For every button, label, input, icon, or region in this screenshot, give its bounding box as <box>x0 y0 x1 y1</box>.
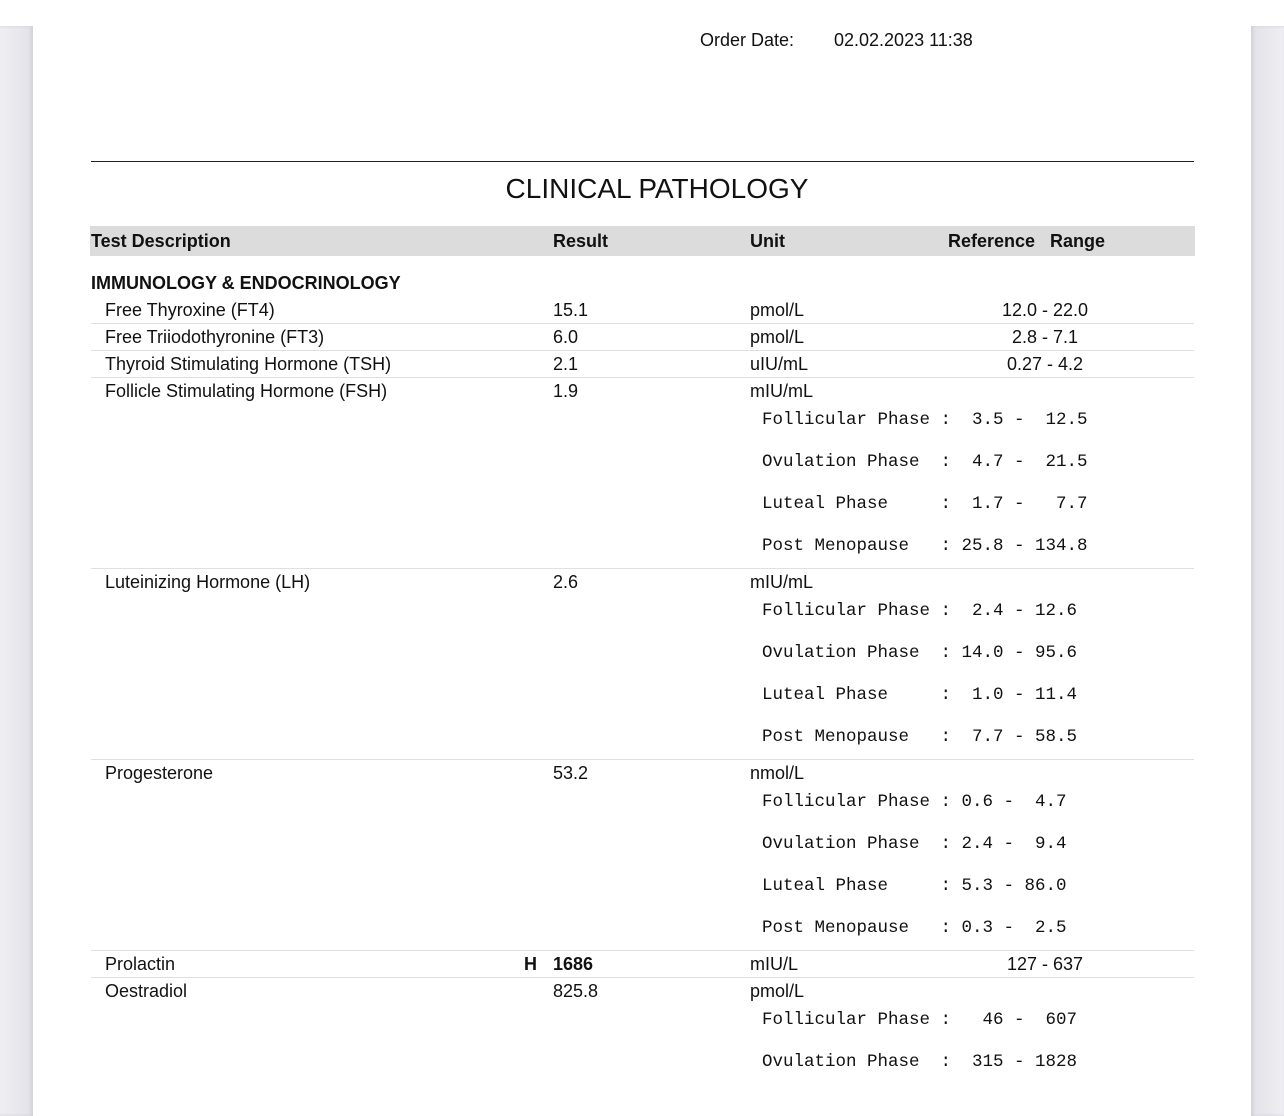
phase-reference-range: Post Menopause : 25.8 - 134.8 <box>762 536 1088 556</box>
test-name: Free Thyroxine (FT4) <box>105 300 275 320</box>
col-result: Result <box>553 231 609 251</box>
test-name: Free Triiodothyronine (FT3) <box>105 327 325 347</box>
test-unit: pmol/L <box>750 327 805 347</box>
phase-reference-range: Ovulation Phase : 315 - 1828 <box>762 1052 1078 1072</box>
row-separator <box>91 950 1194 951</box>
test-result: 15.1 <box>553 300 589 320</box>
row-separator <box>91 350 1194 351</box>
test-unit: mIU/mL <box>750 572 813 592</box>
test-name: Oestradiol <box>105 981 188 1001</box>
test-name: Thyroid Stimulating Hormone (TSH) <box>105 354 392 374</box>
test-name: Follicle Stimulating Hormone (FSH) <box>105 381 388 401</box>
test-unit: pmol/L <box>750 981 805 1001</box>
category-heading: IMMUNOLOGY & ENDOCRINOLOGY <box>91 273 401 293</box>
section-rule <box>91 161 1194 162</box>
reference-range: 12.0 - 22.0 <box>1001 300 1089 320</box>
phase-reference-range: Ovulation Phase : 2.4 - 9.4 <box>762 834 1067 854</box>
test-result: 53.2 <box>553 763 589 783</box>
test-name: Progesterone <box>105 763 214 783</box>
phase-reference-range: Ovulation Phase : 4.7 - 21.5 <box>762 452 1088 472</box>
phase-reference-range: Luteal Phase : 5.3 - 86.0 <box>762 876 1067 896</box>
col-reference-range: Reference Range <box>948 231 1106 251</box>
phase-reference-range: Post Menopause : 7.7 - 58.5 <box>762 727 1078 747</box>
phase-reference-range: Follicular Phase : 2.4 - 12.6 <box>762 601 1078 621</box>
phase-reference-range: Ovulation Phase : 14.0 - 95.6 <box>762 643 1078 663</box>
row-separator <box>91 977 1194 978</box>
order-date-label: Order Date: <box>700 30 795 50</box>
reference-range: 2.8 - 7.1 <box>1011 327 1079 347</box>
test-unit: mIU/mL <box>750 381 813 401</box>
test-name: Prolactin <box>105 954 176 974</box>
test-result: 1686 <box>553 954 594 974</box>
test-unit: uIU/mL <box>750 354 809 374</box>
test-unit: pmol/L <box>750 300 805 320</box>
reference-range: 0.27 - 4.2 <box>1006 354 1084 374</box>
test-unit: nmol/L <box>750 763 805 783</box>
row-separator <box>91 568 1194 569</box>
test-result: 825.8 <box>553 981 599 1001</box>
row-separator <box>91 323 1194 324</box>
phase-reference-range: Luteal Phase : 1.7 - 7.7 <box>762 494 1088 514</box>
reference-range: 127 - 637 <box>1006 954 1084 974</box>
test-result: 1.9 <box>553 381 579 401</box>
phase-reference-range: Post Menopause : 0.3 - 2.5 <box>762 918 1067 938</box>
row-separator <box>91 759 1194 760</box>
phase-reference-range: Follicular Phase : 0.6 - 4.7 <box>762 792 1067 812</box>
order-date-value: 02.02.2023 11:38 <box>834 30 973 50</box>
phase-reference-range: Follicular Phase : 46 - 607 <box>762 1010 1078 1030</box>
section-title: CLINICAL PATHOLOGY <box>505 173 809 204</box>
test-result: 6.0 <box>553 327 579 347</box>
phase-reference-range: Luteal Phase : 1.0 - 11.4 <box>762 685 1078 705</box>
row-separator <box>91 377 1194 378</box>
test-unit: mIU/L <box>750 954 799 974</box>
test-result: 2.6 <box>553 572 579 592</box>
col-test-description: Test Description <box>91 231 231 251</box>
phase-reference-range: Follicular Phase : 3.5 - 12.5 <box>762 410 1088 430</box>
test-result: 2.1 <box>553 354 579 374</box>
abnormal-flag: H <box>524 954 537 974</box>
col-unit: Unit <box>750 231 785 251</box>
test-name: Luteinizing Hormone (LH) <box>105 572 311 592</box>
